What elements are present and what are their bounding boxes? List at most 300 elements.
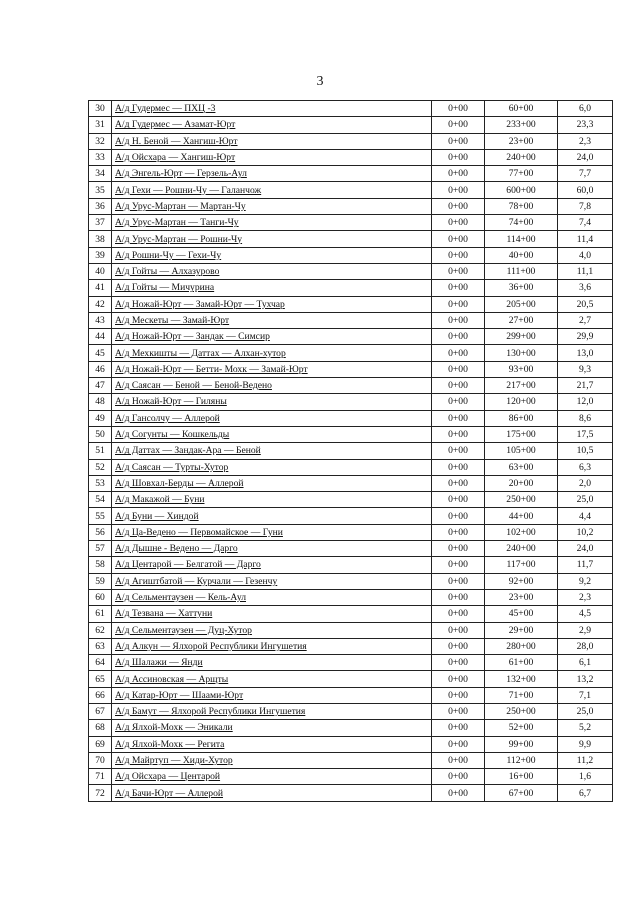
length-km-cell: 23,3: [558, 117, 613, 133]
table-row: [89, 443, 613, 459]
row-number-cell: 60: [89, 589, 112, 605]
table-row: [89, 785, 613, 801]
start-km-cell: 0+00: [432, 573, 485, 589]
road-name-text: А/д Даттах — Зандак-Ара — Беной: [115, 445, 261, 457]
start-km-cell: 0+00: [432, 606, 485, 622]
length-km-cell: 7,4: [558, 215, 613, 231]
table-row: [89, 247, 613, 263]
road-name-cell: [112, 703, 432, 719]
length-km-cell: 12,0: [558, 394, 613, 410]
length-km-cell: 1,6: [558, 769, 613, 785]
end-km-cell: 250+00: [485, 703, 558, 719]
start-km-cell: 0+00: [432, 426, 485, 442]
road-name-cell: [112, 296, 432, 312]
table-row: [89, 541, 613, 557]
table-row: [89, 426, 613, 442]
row-number-cell: 42: [89, 296, 112, 312]
end-km-cell: 112+00: [485, 752, 558, 768]
road-name-text: А/д Мескеты — Замай-Юрт: [115, 315, 230, 326]
road-name-text: А/д Саясан — Турты-Хутор: [115, 461, 229, 473]
table-row: [89, 720, 613, 736]
start-km-cell: 0+00: [432, 638, 485, 654]
road-name-text: А/д Гойты — Алхазурово: [115, 266, 220, 278]
table-row: [89, 459, 613, 475]
road-name-cell: [112, 231, 432, 247]
end-km-cell: 280+00: [485, 638, 558, 654]
table-row: [89, 361, 613, 377]
road-name-cell: [112, 541, 432, 557]
start-km-cell: 0+00: [432, 671, 485, 687]
length-km-cell: 20,5: [558, 296, 613, 312]
table-row: [89, 182, 613, 198]
start-km-cell: 0+00: [432, 492, 485, 508]
road-name-cell: [112, 459, 432, 475]
end-km-cell: 117+00: [485, 557, 558, 573]
road-name-text: А/д Тезвана — Хаттуни: [115, 608, 213, 620]
end-km-cell: 36+00: [485, 280, 558, 296]
row-number-cell: 57: [89, 541, 112, 557]
road-name-text: А/д Шалажи — Янди: [115, 657, 203, 669]
road-name-text: А/д Ца-Ведено — Первомайское — Гуни: [115, 526, 283, 538]
road-name-cell: [112, 492, 432, 508]
end-km-cell: 600+00: [485, 182, 558, 198]
start-km-cell: 0+00: [432, 329, 485, 345]
row-number-cell: 71: [89, 769, 112, 785]
row-number-cell: 34: [89, 166, 112, 182]
road-name-cell: [112, 117, 432, 133]
row-number-cell: 48: [89, 394, 112, 410]
length-km-cell: 8,6: [558, 410, 613, 426]
road-name-text: А/д Шовхал-Берды — Аллерой: [115, 477, 244, 489]
road-name-text: А/д Урус-Мартан — Рошни-Чу: [115, 233, 243, 245]
table-row: [89, 345, 613, 361]
road-name-text: А/д Агиштбатой — Курчали — Гезенчу: [115, 575, 278, 587]
road-name-text: А/д Сельментаузен — Кель-Аул: [115, 592, 246, 604]
road-name-cell: [112, 752, 432, 768]
table-row: [89, 557, 613, 573]
length-km-cell: 4,5: [558, 606, 613, 622]
length-km-cell: 6,7: [558, 785, 613, 801]
end-km-cell: 99+00: [485, 736, 558, 752]
road-name-text: А/д Бамут — Ялхорой Республики Ингушетия: [115, 706, 306, 718]
table-row: [89, 312, 613, 328]
row-number-cell: 39: [89, 247, 112, 263]
road-name-text: А/д Ножай-Юрт — Бетти- Мохк — Замай-Юрт: [115, 363, 308, 375]
length-km-cell: 13,2: [558, 671, 613, 687]
end-km-cell: 20+00: [485, 475, 558, 491]
start-km-cell: 0+00: [432, 215, 485, 231]
road-name-text: А/д Ойсхара — Центарой: [115, 771, 221, 783]
road-name-cell: [112, 736, 432, 752]
road-name-cell: [112, 508, 432, 524]
table-row: [89, 687, 613, 703]
end-km-cell: 27+00: [485, 312, 558, 328]
row-number-cell: 64: [89, 655, 112, 671]
road-name-text: А/д Гансолчу — Аллерой: [115, 412, 220, 424]
road-name-text: А/д Мехкишты — Даттах — Алхан-хутор: [115, 347, 286, 359]
length-km-cell: 2,9: [558, 622, 613, 638]
start-km-cell: 0+00: [432, 785, 485, 801]
table-row: [89, 573, 613, 589]
end-km-cell: 92+00: [485, 573, 558, 589]
road-name-text: А/д Ялхой-Мохк — Регита: [115, 738, 225, 750]
road-name-text: А/д Урус-Мартан — Танги-Чу: [115, 217, 239, 229]
road-name-text: А/д Дышне - Ведено — Дарго: [115, 543, 238, 555]
table-row: [89, 263, 613, 279]
row-number-cell: 47: [89, 378, 112, 394]
end-km-cell: 67+00: [485, 785, 558, 801]
end-km-cell: 78+00: [485, 198, 558, 214]
length-km-cell: 9,3: [558, 361, 613, 377]
end-km-cell: 16+00: [485, 769, 558, 785]
length-km-cell: 24,0: [558, 541, 613, 557]
table-row: [89, 394, 613, 410]
road-name-text: А/д Ножай-Юрт — Замай-Юрт — Тухчар: [115, 298, 285, 310]
road-name-cell: [112, 378, 432, 394]
road-name-text: А/д Сельментаузен — Дуц-Хутор: [115, 624, 252, 636]
length-km-cell: 13,0: [558, 345, 613, 361]
row-number-cell: 61: [89, 606, 112, 622]
road-name-cell: [112, 655, 432, 671]
road-name-cell: [112, 687, 432, 703]
table-row: [89, 703, 613, 719]
table-row: [89, 149, 613, 165]
start-km-cell: 0+00: [432, 541, 485, 557]
start-km-cell: 0+00: [432, 149, 485, 165]
road-name-text: А/д Гехи — Рошни-Чу — Галанчож: [115, 184, 262, 196]
length-km-cell: 11,7: [558, 557, 613, 573]
road-name-cell: [112, 182, 432, 198]
road-name-text: А/д Катар-Юрт — Шаами-Юрт: [115, 689, 244, 701]
end-km-cell: 111+00: [485, 263, 558, 279]
row-number-cell: 70: [89, 752, 112, 768]
length-km-cell: 28,0: [558, 638, 613, 654]
length-km-cell: 4,0: [558, 247, 613, 263]
length-km-cell: 17,5: [558, 426, 613, 442]
table-row: [89, 752, 613, 768]
road-name-cell: [112, 785, 432, 801]
road-name-text: А/д Майртуп — Хиди-Хутор: [115, 755, 233, 767]
table-row: [89, 589, 613, 605]
end-km-cell: 77+00: [485, 166, 558, 182]
road-name-text: А/д Саясан — Беной — Беной-Ведено: [115, 380, 272, 392]
road-name-cell: [112, 345, 432, 361]
row-number-cell: 62: [89, 622, 112, 638]
start-km-cell: 0+00: [432, 752, 485, 768]
start-km-cell: 0+00: [432, 312, 485, 328]
road-name-text: А/д Энгель-Юрт — Герзель-Аул: [115, 168, 247, 180]
end-km-cell: 250+00: [485, 492, 558, 508]
row-number-cell: 67: [89, 703, 112, 719]
length-km-cell: 6,0: [558, 101, 613, 117]
road-name-text: А/д Н. Беной — Хангиш-Юрт: [115, 135, 238, 147]
road-name-cell: [112, 149, 432, 165]
road-name-cell: [112, 280, 432, 296]
table-row: [89, 655, 613, 671]
row-number-cell: 65: [89, 671, 112, 687]
table-row: [89, 622, 613, 638]
length-km-cell: 2,3: [558, 589, 613, 605]
road-name-text: А/д Ялхой-Мохк — Эникали: [115, 722, 233, 734]
road-name-cell: [112, 263, 432, 279]
road-name-cell: [112, 638, 432, 654]
table-row: [89, 638, 613, 654]
row-number-cell: 41: [89, 280, 112, 296]
end-km-cell: 240+00: [485, 541, 558, 557]
start-km-cell: 0+00: [432, 655, 485, 671]
road-name-text: А/д Гойты — Мичурина: [115, 282, 215, 294]
end-km-cell: 132+00: [485, 671, 558, 687]
length-km-cell: 7,7: [558, 166, 613, 182]
row-number-cell: 69: [89, 736, 112, 752]
road-name-cell: [112, 557, 432, 573]
length-km-cell: 11,2: [558, 752, 613, 768]
end-km-cell: 93+00: [485, 361, 558, 377]
road-name-cell: [112, 312, 432, 328]
start-km-cell: 0+00: [432, 769, 485, 785]
road-name-text: А/д Урус-Мартан — Мартан-Чу: [115, 200, 246, 212]
length-km-cell: 24,0: [558, 149, 613, 165]
row-number-cell: 50: [89, 426, 112, 442]
road-name-text: А/д Алкун — Ялхорой Республики Ингушетия: [115, 640, 307, 652]
length-km-cell: 10,5: [558, 443, 613, 459]
road-name-text: А/д Ассиновская — Арщты: [115, 673, 229, 685]
row-number-cell: 30: [89, 101, 112, 117]
start-km-cell: 0+00: [432, 459, 485, 475]
start-km-cell: 0+00: [432, 557, 485, 573]
row-number-cell: 32: [89, 133, 112, 149]
road-name-text: А/д Согунты — Кошкельды: [115, 429, 230, 441]
end-km-cell: 45+00: [485, 606, 558, 622]
end-km-cell: 175+00: [485, 426, 558, 442]
end-km-cell: 114+00: [485, 231, 558, 247]
table-row: [89, 492, 613, 508]
table-row: [89, 378, 613, 394]
table-row: [89, 280, 613, 296]
road-name-text: А/д Макажой — Буни: [115, 494, 205, 506]
start-km-cell: 0+00: [432, 166, 485, 182]
road-name-cell: [112, 671, 432, 687]
start-km-cell: 0+00: [432, 687, 485, 703]
road-name-text: А/д Центарой — Белгатой — Дарго: [115, 559, 261, 571]
end-km-cell: 299+00: [485, 329, 558, 345]
end-km-cell: 52+00: [485, 720, 558, 736]
length-km-cell: 11,1: [558, 263, 613, 279]
table-row: [89, 101, 613, 117]
start-km-cell: 0+00: [432, 524, 485, 540]
road-name-cell: [112, 247, 432, 263]
row-number-cell: 55: [89, 508, 112, 524]
end-km-cell: 130+00: [485, 345, 558, 361]
start-km-cell: 0+00: [432, 475, 485, 491]
end-km-cell: 60+00: [485, 101, 558, 117]
road-name-text: А/д Буни — Хиндой: [115, 510, 199, 522]
table-row: [89, 117, 613, 133]
end-km-cell: 71+00: [485, 687, 558, 703]
row-number-cell: 52: [89, 459, 112, 475]
end-km-cell: 233+00: [485, 117, 558, 133]
end-km-cell: 74+00: [485, 215, 558, 231]
row-number-cell: 31: [89, 117, 112, 133]
row-number-cell: 33: [89, 149, 112, 165]
row-number-cell: 35: [89, 182, 112, 198]
table-row: [89, 166, 613, 182]
row-number-cell: 53: [89, 475, 112, 491]
road-name-text: А/д Рошни-Чу — Гехи-Чу: [115, 249, 222, 261]
end-km-cell: 217+00: [485, 378, 558, 394]
end-km-cell: 29+00: [485, 622, 558, 638]
start-km-cell: 0+00: [432, 247, 485, 263]
start-km-cell: 0+00: [432, 117, 485, 133]
end-km-cell: 105+00: [485, 443, 558, 459]
table-row: [89, 410, 613, 426]
row-number-cell: 49: [89, 410, 112, 426]
length-km-cell: 10,2: [558, 524, 613, 540]
end-km-cell: 44+00: [485, 508, 558, 524]
length-km-cell: 2,3: [558, 133, 613, 149]
road-name-text: А/д Ножай-Юрт — Зандак — Симсир: [115, 331, 270, 343]
length-km-cell: 2,7: [558, 312, 613, 328]
length-km-cell: 2,0: [558, 475, 613, 491]
roads-table: [88, 100, 613, 802]
road-name-cell: [112, 769, 432, 785]
road-name-cell: [112, 361, 432, 377]
length-km-cell: 6,1: [558, 655, 613, 671]
end-km-cell: 102+00: [485, 524, 558, 540]
start-km-cell: 0+00: [432, 198, 485, 214]
start-km-cell: 0+00: [432, 263, 485, 279]
end-km-cell: 61+00: [485, 655, 558, 671]
row-number-cell: 51: [89, 443, 112, 459]
row-number-cell: 45: [89, 345, 112, 361]
length-km-cell: 6,3: [558, 459, 613, 475]
length-km-cell: 9,9: [558, 736, 613, 752]
row-number-cell: 46: [89, 361, 112, 377]
length-km-cell: 5,2: [558, 720, 613, 736]
length-km-cell: 11,4: [558, 231, 613, 247]
row-number-cell: 44: [89, 329, 112, 345]
start-km-cell: 0+00: [432, 133, 485, 149]
road-name-cell: [112, 622, 432, 638]
table-row: [89, 769, 613, 785]
road-name-cell: [112, 475, 432, 491]
start-km-cell: 0+00: [432, 622, 485, 638]
table-row: [89, 231, 613, 247]
row-number-cell: 58: [89, 557, 112, 573]
row-number-cell: 40: [89, 263, 112, 279]
start-km-cell: 0+00: [432, 231, 485, 247]
roads-table-body: [89, 101, 613, 802]
length-km-cell: 4,4: [558, 508, 613, 524]
row-number-cell: 37: [89, 215, 112, 231]
road-name-cell: [112, 573, 432, 589]
end-km-cell: 240+00: [485, 149, 558, 165]
table-row: [89, 329, 613, 345]
end-km-cell: 205+00: [485, 296, 558, 312]
length-km-cell: 7,8: [558, 198, 613, 214]
row-number-cell: 72: [89, 785, 112, 801]
road-name-text: А/д Ножай-Юрт — Гиляны: [115, 396, 227, 408]
table-row: [89, 524, 613, 540]
road-name-cell: [112, 101, 432, 117]
road-name-text: А/д Гудермес — Азамат-Юрт: [115, 119, 236, 131]
start-km-cell: 0+00: [432, 410, 485, 426]
start-km-cell: 0+00: [432, 378, 485, 394]
end-km-cell: 23+00: [485, 589, 558, 605]
table-row: [89, 475, 613, 491]
row-number-cell: 43: [89, 312, 112, 328]
start-km-cell: 0+00: [432, 736, 485, 752]
row-number-cell: 66: [89, 687, 112, 703]
road-name-cell: [112, 198, 432, 214]
road-name-cell: [112, 606, 432, 622]
road-name-cell: [112, 394, 432, 410]
row-number-cell: 56: [89, 524, 112, 540]
road-name-cell: [112, 426, 432, 442]
table-row: [89, 296, 613, 312]
length-km-cell: 25,0: [558, 703, 613, 719]
road-name-cell: [112, 166, 432, 182]
table-row: [89, 606, 613, 622]
road-name-cell: [112, 329, 432, 345]
start-km-cell: 0+00: [432, 280, 485, 296]
end-km-cell: 63+00: [485, 459, 558, 475]
start-km-cell: 0+00: [432, 101, 485, 117]
start-km-cell: 0+00: [432, 345, 485, 361]
row-number-cell: 36: [89, 198, 112, 214]
road-name-text: А/д Ойсхара — Хангиш-Юрт: [115, 152, 236, 164]
road-name-cell: [112, 443, 432, 459]
row-number-cell: 59: [89, 573, 112, 589]
table-row: [89, 671, 613, 687]
length-km-cell: 29,9: [558, 329, 613, 345]
length-km-cell: 21,7: [558, 378, 613, 394]
table-row: [89, 736, 613, 752]
road-name-cell: [112, 133, 432, 149]
road-name-cell: [112, 524, 432, 540]
length-km-cell: 3,6: [558, 280, 613, 296]
end-km-cell: 23+00: [485, 133, 558, 149]
start-km-cell: 0+00: [432, 182, 485, 198]
road-name-cell: [112, 410, 432, 426]
table-row: [89, 215, 613, 231]
start-km-cell: 0+00: [432, 296, 485, 312]
start-km-cell: 0+00: [432, 443, 485, 459]
start-km-cell: 0+00: [432, 508, 485, 524]
road-name-cell: [112, 215, 432, 231]
start-km-cell: 0+00: [432, 703, 485, 719]
row-number-cell: 68: [89, 720, 112, 736]
length-km-cell: 25,0: [558, 492, 613, 508]
road-name-cell: [112, 720, 432, 736]
road-name-text: А/д Гудермес — ПХЦ -3: [115, 103, 216, 115]
end-km-cell: 120+00: [485, 394, 558, 410]
table-row: [89, 508, 613, 524]
row-number-cell: 38: [89, 231, 112, 247]
table-row: [89, 198, 613, 214]
start-km-cell: 0+00: [432, 361, 485, 377]
road-name-text: А/д Бачи-Юрт — Аллерой: [115, 787, 224, 799]
end-km-cell: 86+00: [485, 410, 558, 426]
length-km-cell: 7,1: [558, 687, 613, 703]
page-number: 3: [316, 74, 324, 89]
row-number-cell: 63: [89, 638, 112, 654]
start-km-cell: 0+00: [432, 394, 485, 410]
row-number-cell: 54: [89, 492, 112, 508]
length-km-cell: 9,2: [558, 573, 613, 589]
length-km-cell: 60,0: [558, 182, 613, 198]
start-km-cell: 0+00: [432, 589, 485, 605]
